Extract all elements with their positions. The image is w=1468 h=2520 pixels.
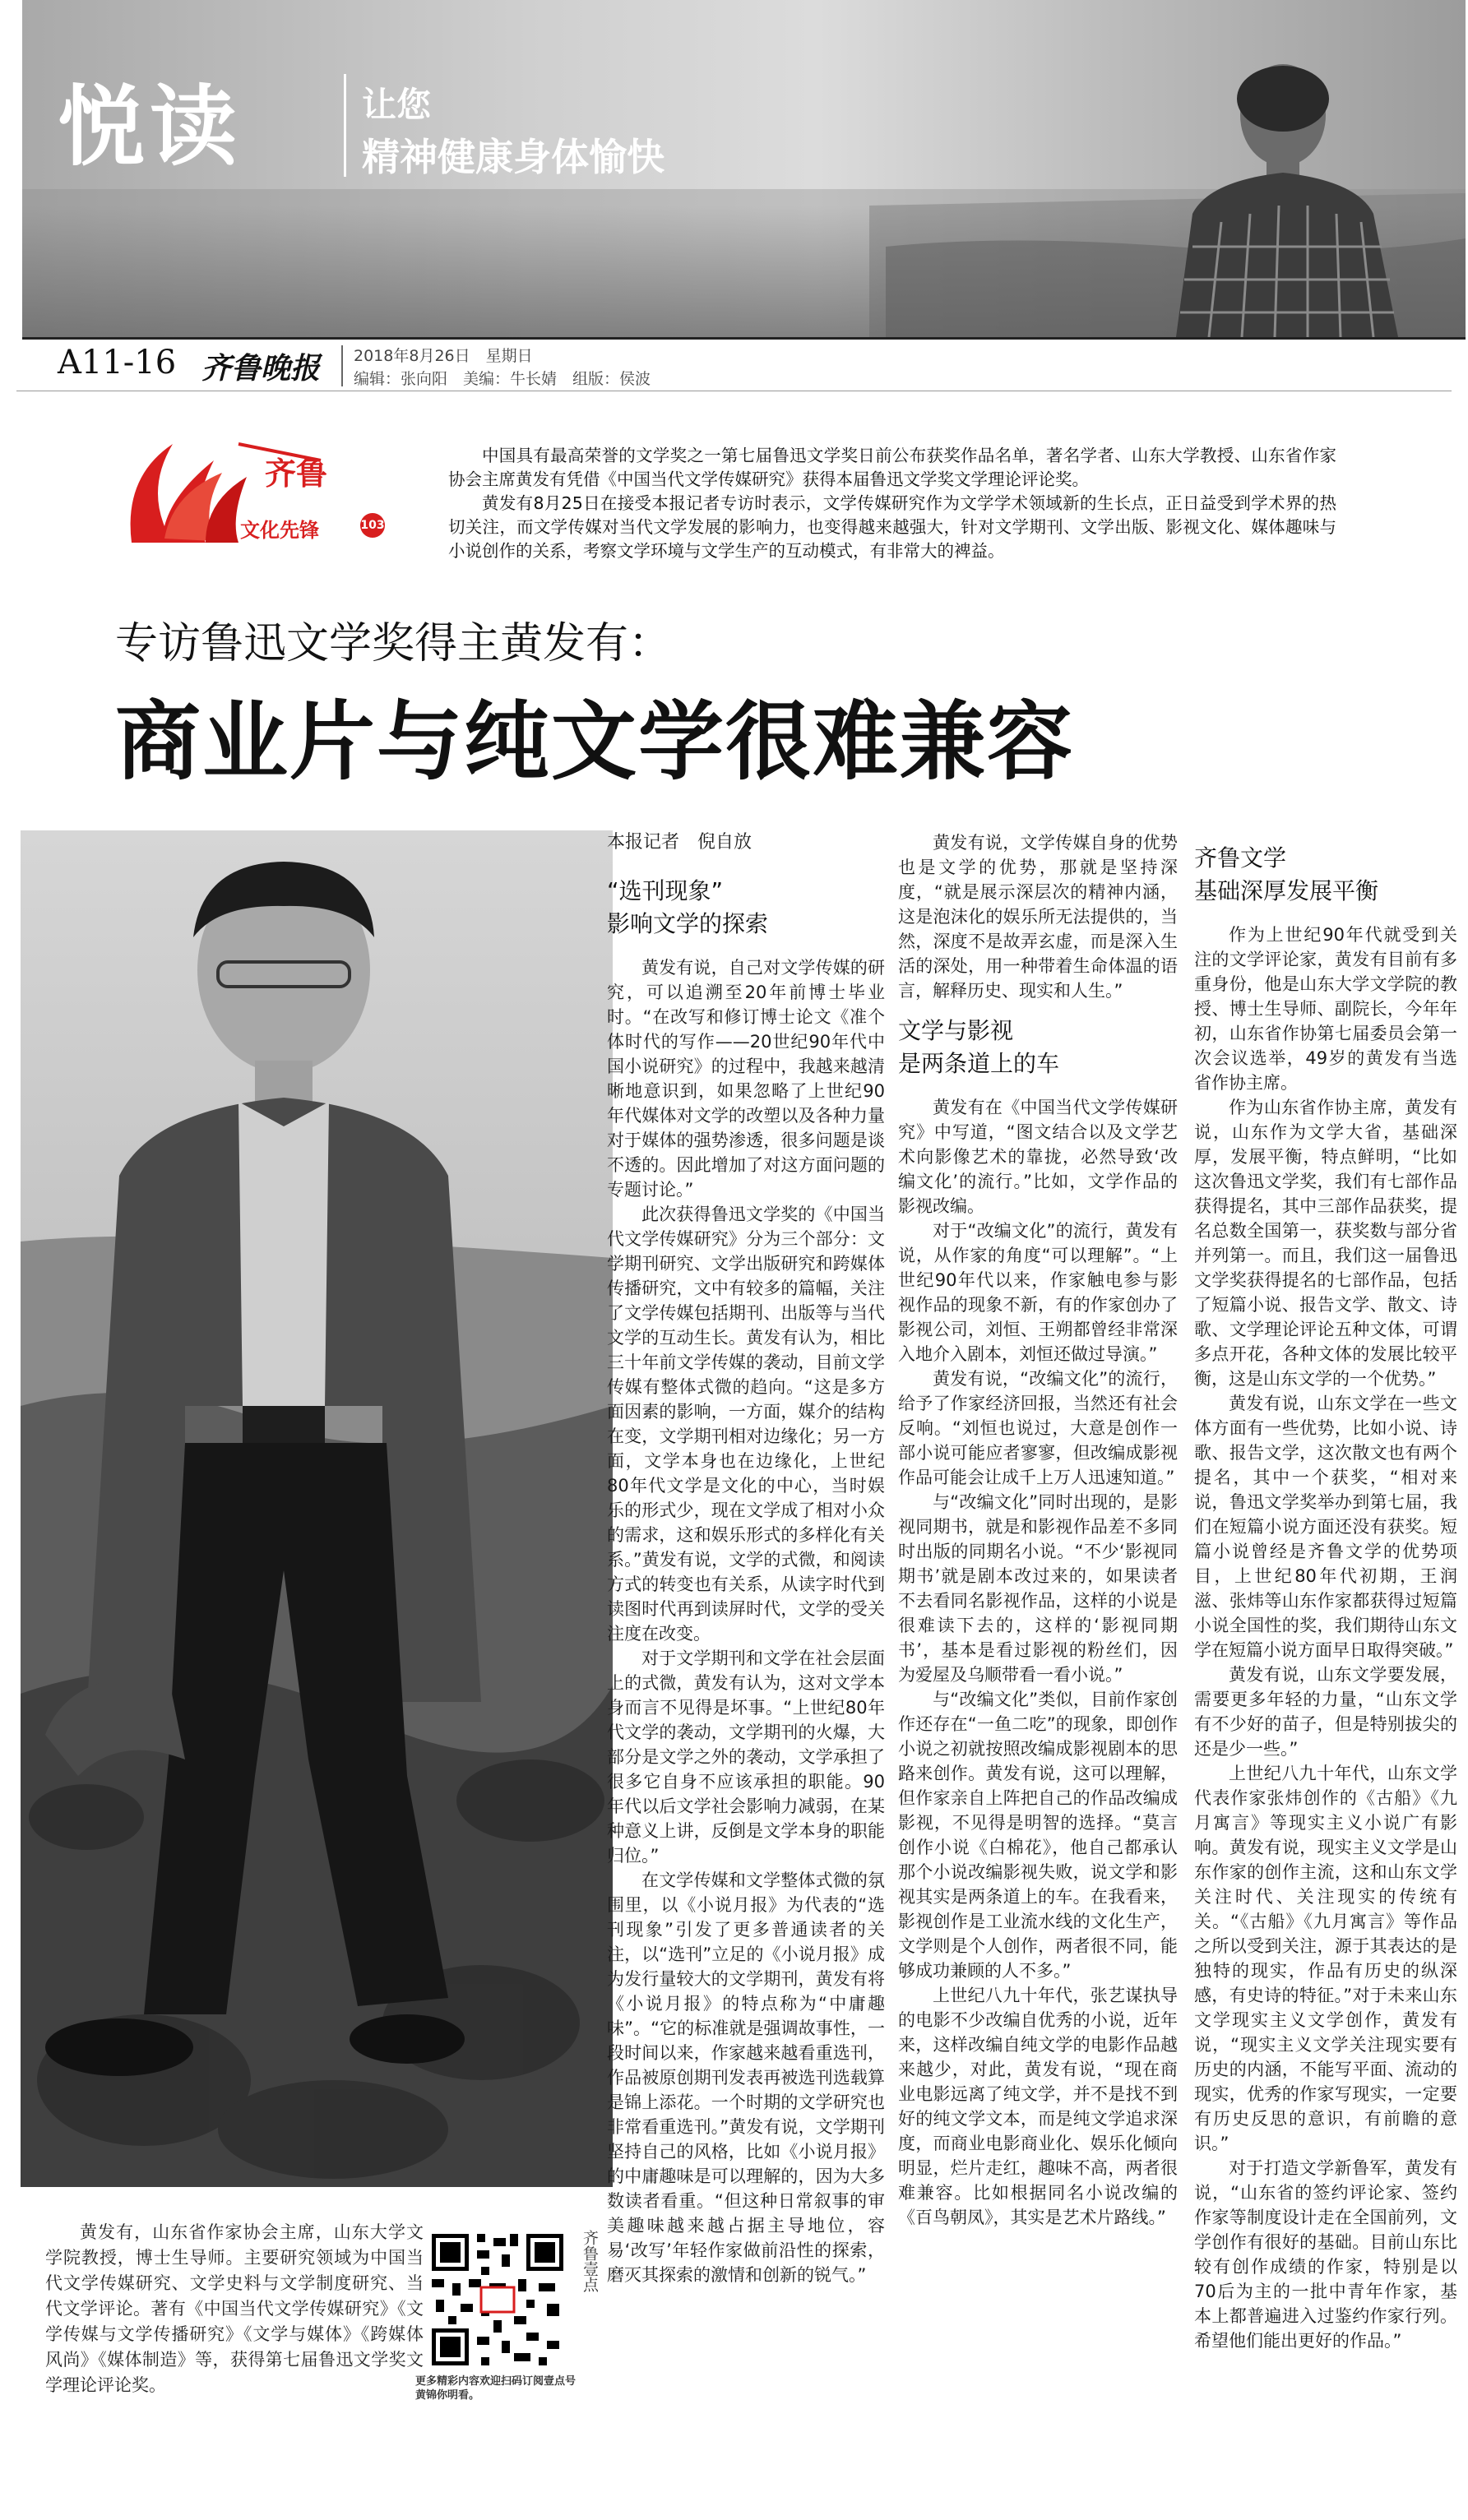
editor-credits: 编辑：张向阳 美编：牛长婧 组版：侯波 <box>354 370 651 388</box>
body-paragraph: 黄发有在《中国当代文学传媒研究》中写道，“图文结合以及文学艺术向影像艺术的靠拢，必然导致‘改编文化’的流行。”比如，文学作品的影视改编。 <box>898 1098 1178 1216</box>
article-column-3 <box>1194 830 1457 2353</box>
photo-caption <box>45 2220 424 2398</box>
byline: 本报记者 倪自放 <box>607 832 753 853</box>
section-heading-line: 文学与影视 <box>898 1017 1014 1044</box>
body-paragraph: 对于打造文学新鲁军，黄发有说，“山东省的签约评论家、签约作家等制度设计走在全国前列，文学创作有很好的基础。目前山东比较有创作成绩的作家，特别是以70后为主的一批中青年作家，基本上都普遍进入过鉴约作家行列。希望他们能出更好的作品。” <box>1194 2158 1457 2351</box>
body-paragraph: 在文学传媒和文学整体式微的氛围里，以《小说月报》为代表的“选刊现象”引发了更多普通读者的关注，以“选刊”立足的《小说月报》成为发行量较大的文学期刊，黄发有将《小说月报》的特点称为“中庸趣味”。“它的标准就是强调故事性，一段时间以来，作家越来越看重选刊，作品被原创期刊发表再被选刊选载算是锦上添花。一个时期的文学研究也非常看重选刊。”黄发有说，文学期刊坚持自己的风格，比如《小说月报》的中庸趣味是可以理解的，因为大多数读者看重。“但这种日常叙事的审美趣味越来越占据主导地位，容易‘改写’年轻作家做前沿性的探索，磨灭其探索的激情和创新的锐气。” <box>607 1870 885 2285</box>
intro-paragraph: 中国具有最高荣誉的文学奖之一第七届鲁迅文学奖日前公布获奖作品名单，著名学者、山东大学教授、山东省作家协会主席黄发有凭借《中国当代文学传媒研究》获得本届鲁迅文学奖文学理论评论奖。 <box>448 446 1336 489</box>
section-heading <box>1194 842 1457 908</box>
section-heading-line: 影响文学的探索 <box>607 910 769 937</box>
body-paragraph: 上世纪八九十年代，山东文学代表作家张炜创作的《古船》《九月寓言》等现实主义小说广有影响。黄发有说，现实主义文学是山东作家的创作主流，这和山东文学关注时代、关注现实的传统有关。“《古船》《九月寓言》等作品之所以受到关注，源于其表达的是独特的现实，作品有历史的纵深感，有史诗的特征。”对于未来山东文学现实主义文学创作，黄发有说，“现实主义文学关注现实要有历史的内涵，不能写平面、流动的现实，优秀的作家写现实，一定要有历史反思的意识，有前瞻的意识。” <box>1194 1764 1457 2153</box>
article-intro <box>448 444 1336 563</box>
slogan-line-1: 让您 <box>362 85 432 125</box>
author-photo <box>21 830 613 2187</box>
section-heading-line: 是两条道上的车 <box>898 1050 1060 1077</box>
slogan-line-2: 精神健康身体愉快 <box>362 135 665 179</box>
section-heading-line: “选刊现象” <box>607 877 724 904</box>
body-paragraph: 与“改编文化”同时出现的，是影视同期书，就是和影视作品差不多同时出版的同期名小说。“不少‘影视同期书’就是剧本改过来的，如果读者不去看同名影视作品，这样的小说是很难读下去的，这样的‘影视同期书’，基本是看过影视的粉丝们，因为爱屋及乌顺带看一看小说。” <box>898 1492 1178 1685</box>
intro-paragraph: 黄发有8月25日在接受本报记者专访时表示，文学传媒研究作为文学学术领域新的生长点，正日益受到学术界的热切关注，而文学传媒对当代文学发展的影响力，也变得越来越强大，针对文学期刊、文学出版、影视文化、媒体趣味与小说创作的关系，考察文学环境与文学生产的互动模式，有非常大的裨益。 <box>448 493 1336 561</box>
column-subtitle: 文化先锋 <box>240 519 319 542</box>
body-paragraph: 黄发有说，山东文学要发展，需要更多年轻的力量，“山东文学有不少好的苗子，但是特别拔尖的还是少一些。” <box>1194 1665 1457 1759</box>
section-logo: 悦读 <box>58 76 242 178</box>
body-paragraph: 对于文学期刊和文学在社会层面上的式微，黄发有认为，这对文学本身而言不见得是坏事。“上世纪80年代文学的袭动，文学期刊的火爆，大部分是文学之外的袭动，文学承担了很多它自身不应该承担的职能。90年代以后文学社会影响力减弱，在某种意义上讲，反倒是文学本身的职能归位。” <box>607 1648 885 1866</box>
section-heading-line: 基础深厚发展平衡 <box>1194 877 1379 904</box>
section-heading <box>898 1015 1178 1080</box>
qr-caption: 更多精彩内容欢迎扫码订阅壹点号黄锦你明看。 <box>415 2375 577 2402</box>
page-number: A11-16 <box>58 344 177 381</box>
body-paragraph: 作为山东省作协主席，黄发有说，山东作为文学大省，基础深厚，发展平衡，特点鲜明，“比如这次鲁迅文学奖，我们有七部作品获得提名，其中三部作品获奖，提名总数全国第一，获奖数与部分省并列第一。而且，我们这一届鲁迅文学奖获得提名的七部作品，包括了短篇小说、报告文学、散文、诗歌、文学理论评论五种文体，可谓多点开花，各种文体的发展比较平衡，这是山东文学的一个优势。” <box>1194 1098 1457 1389</box>
body-paragraph: 与“改编文化”类似，目前作家创作还存在“一鱼二吃”的现象，即创作小说之初就按照改编成影视剧本的思路来创作。黄发有说，这可以理解，但作家亲自上阵把自己的作品改编成影视，不见得是明智的选择。“莫言创作小说《白棉花》，他自己都承认那个小说改编影视失败，说文学和影视其实是两条道上的车。在我看来，影视创作是工业流水线的文化生产，文学则是个人创作，两者很不同，能够成功兼顾的人不多。” <box>898 1690 1178 1981</box>
caption-text: 黄发有，山东省作家协会主席，山东大学文学院教授，博士生导师。主要研究领域为中国当代文学传媒研究、文学史料与文学制度研究、当代文学评论。著有《中国当代文学传媒研究》《文学传媒与文学传播研究》《文学与媒体》《跨媒体风尚》《媒体制造》等，获得第七届鲁迅文学奖文学理论评论奖。 <box>45 2222 424 2395</box>
article-subtitle: 专访鲁迅文学奖得主黄发有： <box>115 619 672 668</box>
header-rule <box>22 337 1466 340</box>
qr-side-label: 齐鲁壹点 <box>581 2230 599 2292</box>
column-name: 齐鲁 <box>265 455 328 492</box>
info-divider <box>341 345 343 386</box>
section-heading <box>607 875 885 941</box>
header-author-portrait <box>1160 49 1415 337</box>
body-paragraph: 黄发有说，文学传媒自身的优势也是文学的优势，那就是坚持深度，“就是展示深层次的精神内涵，这是泡沫化的娱乐所无法提供的，当然，深度不是故弄玄虚，而是深入生活的深处，用一种带着生命体温的语言，解释历史、现实和人生。” <box>898 833 1178 1001</box>
body-paragraph: 黄发有说，“改编文化”的流行，给予了作家经济回报，当然还有社会反响。“刘恒也说过，大意是创作一部小说可能应者寥寥，但改编成影视作品可能会让成千上万人迅速知道。” <box>898 1369 1178 1487</box>
issue-date: 2018年8月26日 星期日 <box>354 347 533 365</box>
body-paragraph: 此次获得鲁迅文学奖的《中国当代文学传媒研究》分为三个部分：文学期刊研究、文学出版研究和跨媒体传播研究，文中有较多的篇幅，关注了文学传媒包括期刊、出版等与当代文学的互动生长。黄发有认为，相比三十年前文学传媒的袭动，目前文学传媒有整体式微的趋向。“这是多方面因素的影响，一方面，媒介的结构在变，文学期刊相对边缘化；另一方面，文学本身也在边缘化，上世纪80年代文学是文化的中心，当时娱乐的形式少，现在文学成了相对小众的需求，这和娱乐形式的多样化有关系。”黄发有说，文学的式微，和阅读方式的转变也有关系，从读字时代到读图时代再到读屏时代，文学的受关注度在改变。 <box>607 1205 885 1644</box>
body-paragraph: 作为上世纪90年代就受到关注的文学评论家，黄发有目前有多重身份，他是山东大学文学院的教授、博士生导师、副院长，今年年初，山东省作协第七届委员会第一次会议选举，49岁的黄发有当选省作协主席。 <box>1194 925 1457 1093</box>
body-paragraph: 对于“改编文化”的流行，黄发有说，从作家的角度“可以理解”。“上世纪90年代以来，作家触电参与影视作品的现象不新，有的作家创办了影视公司，刘恒、王朔都曾经非常深入地介入剧本，刘恒还做过导演。” <box>898 1221 1178 1364</box>
body-paragraph: 黄发有说，自己对文学传媒的研究，可以追溯至20年前博士毕业时。“在改写和修订博士论文《准个体时代的写作——20世纪90年代中国小说研究》的过程中，我越来越清晰地意识到，如果忽略了上世纪90年代媒体对文学的改塑以及各种力量对于媒体的强势渗透，很多问题是谈不透的。因此增加了对这方面问题的专题讨论。” <box>607 958 885 1200</box>
body-paragraph: 上世纪八九十年代，张艺谋执导的电影不少改编自优秀的小说，近年来，这样改编自纯文学的电影作品越来越少，对此，黄发有说，“现在商业电影远离了纯文学，并不是找不到好的纯文学文本，而是纯文学追求深度，而商业电影商业化、娱乐化倾向明显，烂片走红，趣味不高，两者很难兼容。比如根据同名小说改编的《百鸟朝凤》，其实是艺术片路线。” <box>898 1986 1178 2227</box>
slogan-divider <box>344 74 346 177</box>
column-issue-number: 103 <box>360 513 385 538</box>
body-paragraph: 黄发有说，山东文学在一些文体方面有一些优势，比如小说、诗歌、报告文学，这次散文也有两个提名，其中一个获奖，“相对来说，鲁迅文学奖举办到第七届，我们在短篇小说方面还没有获奖。短篇小说曾经是齐鲁文学的优势项目，上世纪80年代初期，王润滋、张炜等山东作家都获得过短篇小说全国性的奖，我们期待山东文学在短篇小说方面早日取得突破。” <box>1194 1394 1457 1660</box>
qr-code[interactable] <box>428 2230 567 2370</box>
article-column-2 <box>898 830 1178 2230</box>
article-column-1 <box>607 830 885 2287</box>
newspaper-name: 齐鲁晚报 <box>201 351 321 386</box>
section-heading-line: 齐鲁文学 <box>1194 844 1287 872</box>
article-title: 商业片与纯文学很难兼容 <box>115 691 1075 792</box>
